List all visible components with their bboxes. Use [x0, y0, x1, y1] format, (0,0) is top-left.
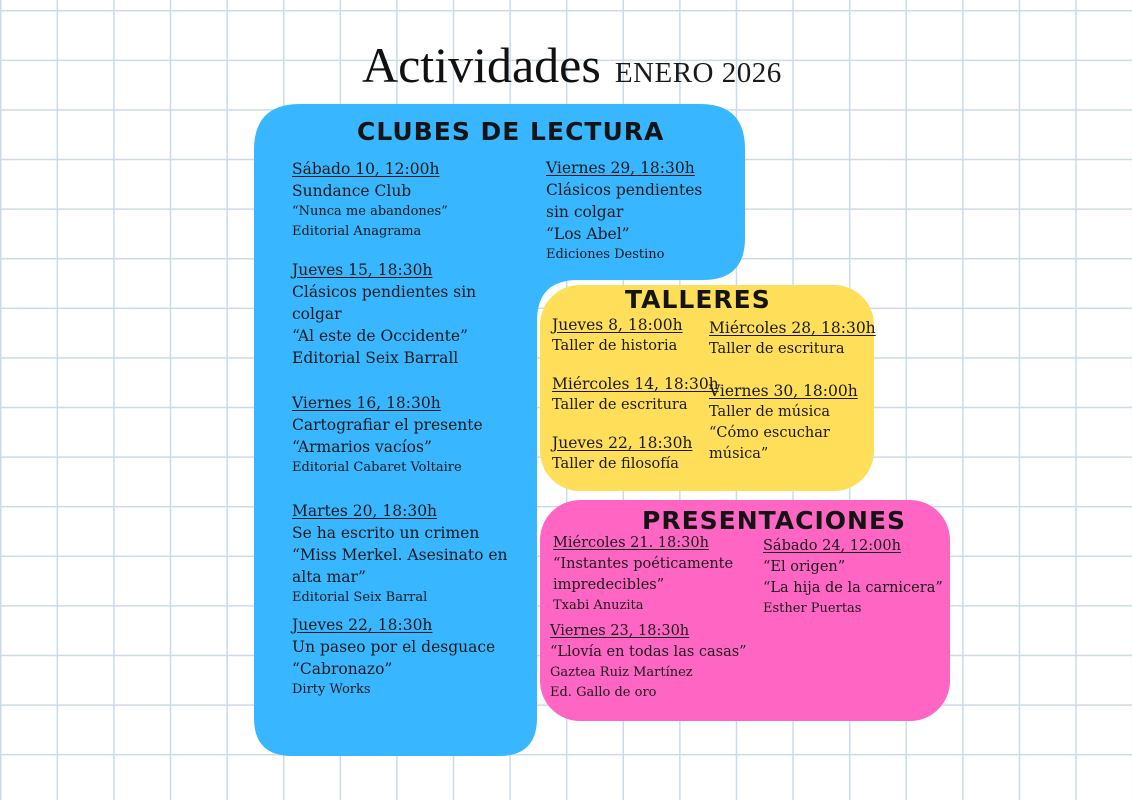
taller-event	[552, 432, 692, 475]
club-event	[546, 157, 702, 265]
event-line: alta mar”	[292, 568, 366, 586]
event-date: Sábado 24, 12:00h	[763, 538, 901, 554]
event-date: Jueves 22, 18:30h	[292, 616, 433, 634]
event-line: Un paseo por el desguace	[292, 638, 496, 656]
event-line: “Miss Merkel. Asesinato en	[292, 546, 508, 564]
event-line: Sundance Club	[292, 182, 412, 200]
club-event	[292, 158, 448, 242]
event-date: Viernes 30, 18:00h	[709, 382, 858, 400]
event-line: Taller de filosofía	[552, 456, 679, 472]
event-detail: Ed. Gallo de oro	[550, 685, 657, 700]
presentacion-event	[553, 532, 733, 616]
event-date: Miércoles 21. 18:30h	[553, 535, 709, 551]
event-line: “Llovía en todas las casas”	[550, 644, 747, 660]
event-date: Viernes 16, 18:30h	[292, 394, 441, 412]
event-date: Viernes 29, 18:30h	[546, 159, 695, 177]
taller-event	[709, 380, 858, 465]
event-line: “Instantes poéticamente	[553, 556, 734, 572]
event-date: Viernes 23, 18:30h	[550, 623, 690, 639]
club-event	[292, 614, 495, 700]
event-line: impredecibles”	[553, 577, 665, 593]
club-event	[292, 500, 508, 608]
event-line: colgar	[292, 305, 342, 323]
event-line: “Los Abel”	[546, 225, 630, 243]
event-detail: Txabi Anuzita	[553, 598, 644, 613]
event-line: Editorial Seix Barrall	[292, 349, 459, 367]
taller-event	[552, 373, 719, 416]
event-date: Jueves 15, 18:30h	[292, 261, 433, 279]
event-line: “Cabronazo”	[292, 660, 393, 678]
event-date: Miércoles 14, 18:30h	[552, 375, 719, 393]
clubes-title: CLUBES DE LECTURA	[357, 117, 665, 146]
talleres-title: TALLERES	[625, 285, 771, 314]
event-detail: Gaztea Ruiz Martínez	[550, 665, 693, 680]
taller-event	[709, 317, 876, 360]
page-subtitle: ENERO 2026	[614, 57, 782, 89]
event-line: Clásicos pendientes sin	[292, 283, 477, 301]
event-line: “Armarios vacíos”	[292, 438, 432, 456]
event-line: Taller de música	[709, 404, 830, 420]
page-title: Actividades	[362, 37, 601, 93]
presentaciones-title: PRESENTACIONES	[642, 506, 907, 535]
event-date: Jueves 8, 18:00h	[552, 316, 683, 334]
event-detail: Esther Puertas	[763, 601, 862, 616]
event-date: Martes 20, 18:30h	[292, 502, 438, 520]
event-line: Taller de escritura	[552, 397, 688, 413]
club-event	[292, 392, 483, 478]
club-event	[292, 259, 476, 369]
event-line: música”	[709, 446, 769, 462]
event-date: Jueves 22, 18:30h	[552, 434, 693, 452]
taller-event	[552, 314, 683, 357]
event-line: Taller de historia	[552, 338, 678, 354]
event-line: “La hija de la carnicera”	[763, 580, 943, 596]
event-line: “Al este de Occidente”	[292, 327, 468, 345]
event-line: Taller de escritura	[709, 341, 845, 357]
event-line: Cartografiar el presente	[292, 416, 483, 434]
event-detail: Ediciones Destino	[546, 247, 665, 262]
event-detail: Editorial Anagrama	[292, 224, 422, 239]
presentacion-event	[550, 620, 747, 703]
event-detail: Dirty Works	[292, 682, 371, 697]
event-detail: Editorial Cabaret Voltaire	[292, 460, 462, 475]
event-line: Se ha escrito un crimen	[292, 524, 480, 542]
event-line: “El origen”	[763, 559, 846, 575]
event-detail: “Nunca me abandones”	[292, 204, 448, 219]
event-line: sin colgar	[546, 203, 624, 221]
event-detail: Editorial Seix Barral	[292, 590, 428, 605]
event-date: Miércoles 28, 18:30h	[709, 319, 876, 337]
event-line: Clásicos pendientes	[546, 181, 703, 199]
presentacion-event	[763, 535, 943, 619]
event-date: Sábado 10, 12:00h	[292, 160, 440, 178]
event-line: “Cómo escuchar	[709, 425, 830, 441]
